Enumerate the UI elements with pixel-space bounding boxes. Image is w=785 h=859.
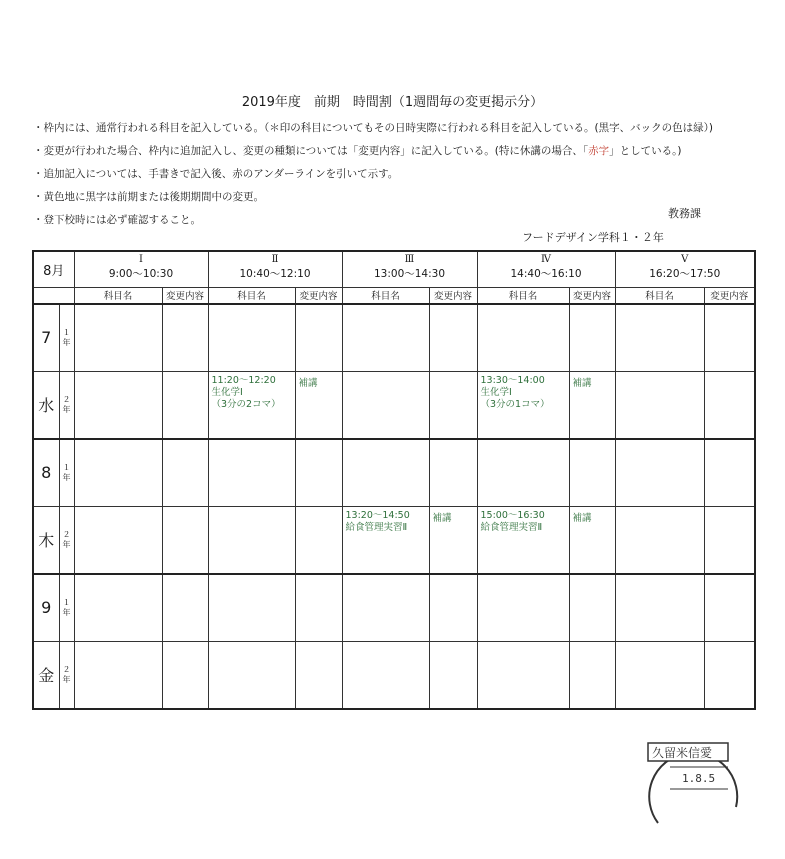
table-row xyxy=(33,641,755,709)
subject-cell: 13:30～14:00 生化学Ⅰ （3分の1コマ） xyxy=(477,371,569,439)
change-cell xyxy=(569,641,615,709)
note-1: ・枠内には、通常行われる科目を記入している。（＊印の科目についてもその日時実際に行われる科目を記入している。(黒字、バックの色は緑）) xyxy=(33,122,713,134)
subject-cell xyxy=(342,574,429,642)
subject-cell xyxy=(342,371,429,439)
notes xyxy=(33,117,713,232)
stamp-date: 1.8.5 xyxy=(682,772,716,785)
change-cell: 補講 xyxy=(569,506,615,574)
subject-cell xyxy=(342,641,429,709)
subject-cell xyxy=(615,371,704,439)
table-row xyxy=(33,371,755,439)
note-red-text: 赤字 xyxy=(588,145,610,157)
period-5-header: Ⅴ 16:20～17:50 xyxy=(615,251,755,287)
change-cell xyxy=(704,574,755,642)
change-cell: 補講 xyxy=(429,506,477,574)
note-2: ・変更が行われた場合、枠内に追加記入し、変更の種類については「変更内容」に記入している。(特に休講の場合、「赤字」としている。) xyxy=(33,145,682,157)
change-cell xyxy=(295,506,342,574)
change-cell xyxy=(569,574,615,642)
table-row xyxy=(33,574,755,642)
change-cell xyxy=(704,641,755,709)
day-date: 7 xyxy=(33,304,59,372)
subject-cell xyxy=(74,304,162,372)
office-name: 教務課 xyxy=(668,207,701,220)
year-label: ２ 年 xyxy=(59,371,74,439)
col-subject: 科目名 xyxy=(208,287,295,304)
change-cell xyxy=(162,371,208,439)
period-2-header: Ⅱ 10:40～12:10 xyxy=(208,251,342,287)
day-weekday: 水 xyxy=(33,371,59,439)
year-label: ２ 年 xyxy=(59,506,74,574)
day-weekday: 金 xyxy=(33,641,59,709)
year-label: １ 年 xyxy=(59,439,74,507)
subject-cell xyxy=(208,641,295,709)
subject-cell xyxy=(615,439,704,507)
col-change: 変更内容 xyxy=(704,287,755,304)
change-cell: 補講 xyxy=(569,371,615,439)
subject-cell xyxy=(477,641,569,709)
change-cell xyxy=(429,304,477,372)
subject-cell xyxy=(477,439,569,507)
change-cell xyxy=(429,641,477,709)
period-4-header: Ⅳ 14:40～16:10 xyxy=(477,251,615,287)
subject-cell xyxy=(342,304,429,372)
page-title: 2019年度 前期 時間割（1週間毎の変更掲示分） xyxy=(241,95,544,110)
change-cell xyxy=(162,574,208,642)
change-cell: 補講 xyxy=(295,371,342,439)
subject-cell xyxy=(615,641,704,709)
note-4: ・黄色地に黒字は前期または後期期間中の変更。 xyxy=(33,191,264,203)
day-date: 9 xyxy=(33,574,59,642)
change-cell xyxy=(429,574,477,642)
subject-cell xyxy=(477,304,569,372)
subject-cell xyxy=(615,304,704,372)
subject-cell: 13:20～14:50 給食管理実習Ⅱ xyxy=(342,506,429,574)
change-cell xyxy=(429,371,477,439)
change-cell xyxy=(704,371,755,439)
period-1-header: Ⅰ 9:00～10:30 xyxy=(74,251,208,287)
stamp-name: 久留米信愛 xyxy=(652,746,713,760)
change-cell xyxy=(429,439,477,507)
date-stamp xyxy=(640,737,750,837)
period-3-header: Ⅲ 13:00～14:30 xyxy=(342,251,477,287)
col-change: 変更内容 xyxy=(569,287,615,304)
change-cell xyxy=(704,304,755,372)
subject-cell xyxy=(208,439,295,507)
col-change: 変更内容 xyxy=(429,287,477,304)
note-3: ・追加記入については、手書きで記入後、赤のアンダーラインを引いて示す。 xyxy=(33,168,399,180)
col-subject: 科目名 xyxy=(74,287,162,304)
subject-cell xyxy=(74,574,162,642)
year-label: ２ 年 xyxy=(59,641,74,709)
year-label: １ 年 xyxy=(59,574,74,642)
subject-cell xyxy=(208,304,295,372)
subject-cell: 15:00～16:30 給食管理実習Ⅱ xyxy=(477,506,569,574)
col-subject: 科目名 xyxy=(342,287,429,304)
change-cell xyxy=(704,506,755,574)
department-name: フードデザイン学科１・２年 xyxy=(522,231,664,244)
day-weekday: 木 xyxy=(33,506,59,574)
subject-cell xyxy=(477,574,569,642)
subject-cell xyxy=(615,574,704,642)
change-cell xyxy=(569,304,615,372)
change-cell xyxy=(295,439,342,507)
col-change: 変更内容 xyxy=(162,287,208,304)
change-cell xyxy=(704,439,755,507)
change-cell xyxy=(162,641,208,709)
table-row xyxy=(33,304,755,372)
change-cell xyxy=(295,304,342,372)
subject-cell xyxy=(615,506,704,574)
note-5: ・登下校時には必ず確認すること。 xyxy=(33,214,201,226)
subject-cell xyxy=(208,574,295,642)
col-subject: 科目名 xyxy=(477,287,569,304)
timetable xyxy=(32,250,756,710)
year-label: １ 年 xyxy=(59,304,74,372)
col-change: 変更内容 xyxy=(295,287,342,304)
change-cell xyxy=(162,439,208,507)
subject-cell xyxy=(74,439,162,507)
table-row xyxy=(33,439,755,507)
change-cell xyxy=(162,506,208,574)
subject-cell: 11:20～12:20 生化学Ⅰ （3分の2コマ） xyxy=(208,371,295,439)
change-cell xyxy=(295,574,342,642)
subject-cell xyxy=(208,506,295,574)
subject-cell xyxy=(342,439,429,507)
change-cell xyxy=(162,304,208,372)
change-cell xyxy=(295,641,342,709)
col-subject: 科目名 xyxy=(615,287,704,304)
subject-cell xyxy=(74,641,162,709)
subject-cell xyxy=(74,371,162,439)
month-label: 8月 xyxy=(33,251,74,287)
subject-cell xyxy=(74,506,162,574)
day-date: 8 xyxy=(33,439,59,507)
change-cell xyxy=(569,439,615,507)
table-row xyxy=(33,506,755,574)
